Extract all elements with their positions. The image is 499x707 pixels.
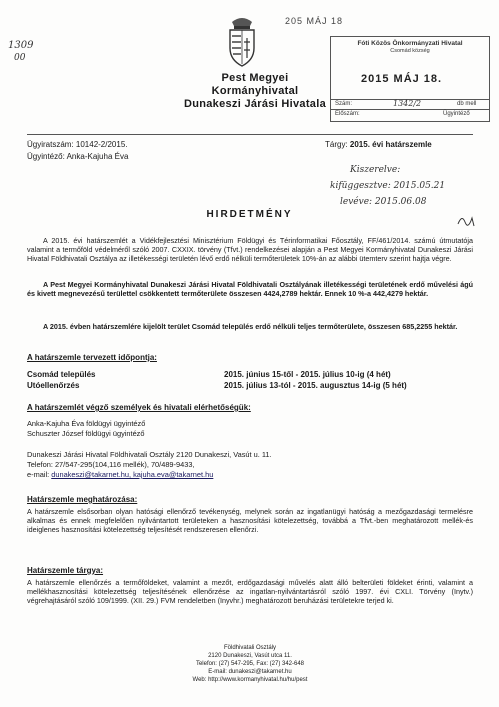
schedule-heading: A határszemle tervezett időpontja: (27, 353, 157, 362)
subject-value: 2015. évi határszemle (349, 140, 432, 149)
staff-address: Dunakeszi Járási Hivatal Földhivatali Osztály 2120 Dunakeszi, Vasút u. 11. (27, 450, 272, 459)
stamp-row-prev (331, 109, 489, 120)
staff-heading: A határszemlét végző személyek és hivatali elérhetőségük: (27, 403, 251, 412)
staff-person-1: Anka-Kajuha Éva földügyi ügyintéző (27, 419, 146, 428)
stamp-prev-right: Ügyintéző (443, 111, 470, 117)
stamp-number-label: Szám: (335, 101, 353, 107)
competence-text: A határszemle elsősorban olyan hatósági ellenőrző tevékenység, melynek során az ingatlanügyi hatóság a mezőgazdasági termelésre alkalmas és ennek megfelelően nyilvántartott területeken a hasznosítási kötelezettség, továbbá a Tfvt.-ben meghatározott mellék-és ideiglenes hasznosítási kötelezettség teljesítését rendszeresen ellenőrzi. (27, 507, 473, 534)
stamp-office: Fóti Közös Önkormányzati Hivatal (357, 40, 463, 47)
case-number: Ügyiratszám: 10142-2/2015. (27, 140, 128, 149)
footer-line-2: 2120 Dunakeszi, Vasút utca 11. (208, 653, 292, 659)
footer-line-5: Web: http://www.kormanyhivatal.hu/hu/pest (192, 677, 308, 683)
schedule-row-1-label: Csomád település (27, 370, 96, 379)
document-title: HIRDETMÉNY (206, 209, 293, 220)
margin-note-number: 1309 (8, 40, 34, 51)
office-line-3: Dunakeszi Járási Hivatala (183, 98, 327, 110)
footer-line-1: Földhivatali Osztály (223, 645, 277, 651)
subject-label: Tárgy: (325, 140, 348, 149)
header-rule (27, 134, 473, 135)
staff-phone: Telefon: 27/547-295(104,116 mellék), 70/489-9433, (27, 460, 195, 469)
office-name (170, 72, 340, 111)
coat-of-arms-icon (212, 12, 272, 70)
handwritten-note-1: Kiszerelve: (350, 165, 401, 175)
stamp-number-value: 1342/2 (393, 99, 422, 108)
stamp-prev-label: Előszám: (335, 111, 360, 117)
stamp-sub: Csomád község (390, 48, 430, 54)
office-line-1: Pest Megyei (221, 72, 289, 84)
schedule-row-1-value: 2015. június 15-től - 2015. július 10-ig (4 hét) (224, 370, 391, 379)
staff-email-label: e-mail: (27, 470, 52, 479)
subject-text: A határszemle ellenőrzés a termőföldeket, valamint a mezőt, erdőgazdasági művelés alatt álló belterületi földeket érinti, valamint a mellékhasznosítási kötelezettség teljesítésének ellenőrzése az ingatlan-nyilvántartásról szóló 1997. évi CXLI. Törvény (Inytv.) végrehajtásáról szóló 109/1999. (XII. 29.) FVM rendeletben (Inyvhr.) meghatározott beruházási területekre terjed ki. (27, 578, 473, 605)
margin-note-sub: 00 (14, 53, 26, 63)
received-stamp-date: 205 MÁJ 18 (285, 16, 344, 26)
case-officer: Ügyintéző: Anka-Kajuha Éva (27, 152, 129, 161)
subject-line (325, 140, 432, 150)
staff-person-2: Schuszter József földügyi ügyintéző (27, 429, 145, 438)
paragraph-area: A Pest Megyei Kormányhivatal Dunakeszi Járási Hivatal Földhivatali Osztályának illetékességi területének erdő művelési ágú és kivett megnevezésű területtel csökkentett termőterülete összesen 4424,2789 hektár. Ennek 10 %-a 442,4279 hektár. (27, 280, 473, 298)
handwritten-removed-date: levéve: 2015.06.08 (340, 197, 427, 207)
competence-heading: Határszemle meghatározása: (27, 495, 138, 504)
paragraph-selected-area: A 2015. évben határszemlére kijelölt terület Csomád település erdő nélküli teljes termőterülete, összesen 685,2255 hektár. (43, 322, 458, 331)
schedule-row-2-label: Utóellenőrzés (27, 381, 80, 390)
paragraph-intro: A 2015. évi határszemlét a Vidékfejlesztési Minisztérium Földügyi és Térinformatikai Főosztály, FF/461/2014. számú útmutatója valamint a termőföld védelméről szóló 2007. CXXIX. törvény (Tfvt.) rendelkezései alapján a Pest Megyei Kormányhivatal Dunakeszi Járási Hivatal Földhivatali Osztálya az illetékességi területén lévő erdő nélküli termőterületek 10%-án az alábbi ütemterv szerint hajtja végre. (27, 236, 473, 263)
office-line-2: Kormányhivatal (211, 85, 299, 97)
staff-email-link[interactable]: dunakeszi@takarnet.hu, kajuha.eva@takarnet.hu (51, 470, 214, 479)
footer (150, 644, 350, 684)
footer-line-3: Telefon: (27) 547-295, Fax: (27) 342-648 (195, 661, 305, 667)
stamp-date: 2015 MÁJ 18. (361, 73, 443, 85)
stamp-number-right: db mell (457, 101, 477, 107)
registration-stamp (330, 36, 490, 122)
handwritten-posted-date: kifüggesztve: 2015.05.21 (330, 181, 446, 191)
staff-email (27, 470, 213, 480)
footer-line-4: E-mail: dunakeszi@takarnet.hu (208, 669, 292, 675)
subject-heading: Határszemle tárgya: (27, 566, 104, 575)
schedule-row-2-value: 2015. július 13-tól - 2015. augusztus 14-ig (5 hét) (224, 381, 407, 390)
